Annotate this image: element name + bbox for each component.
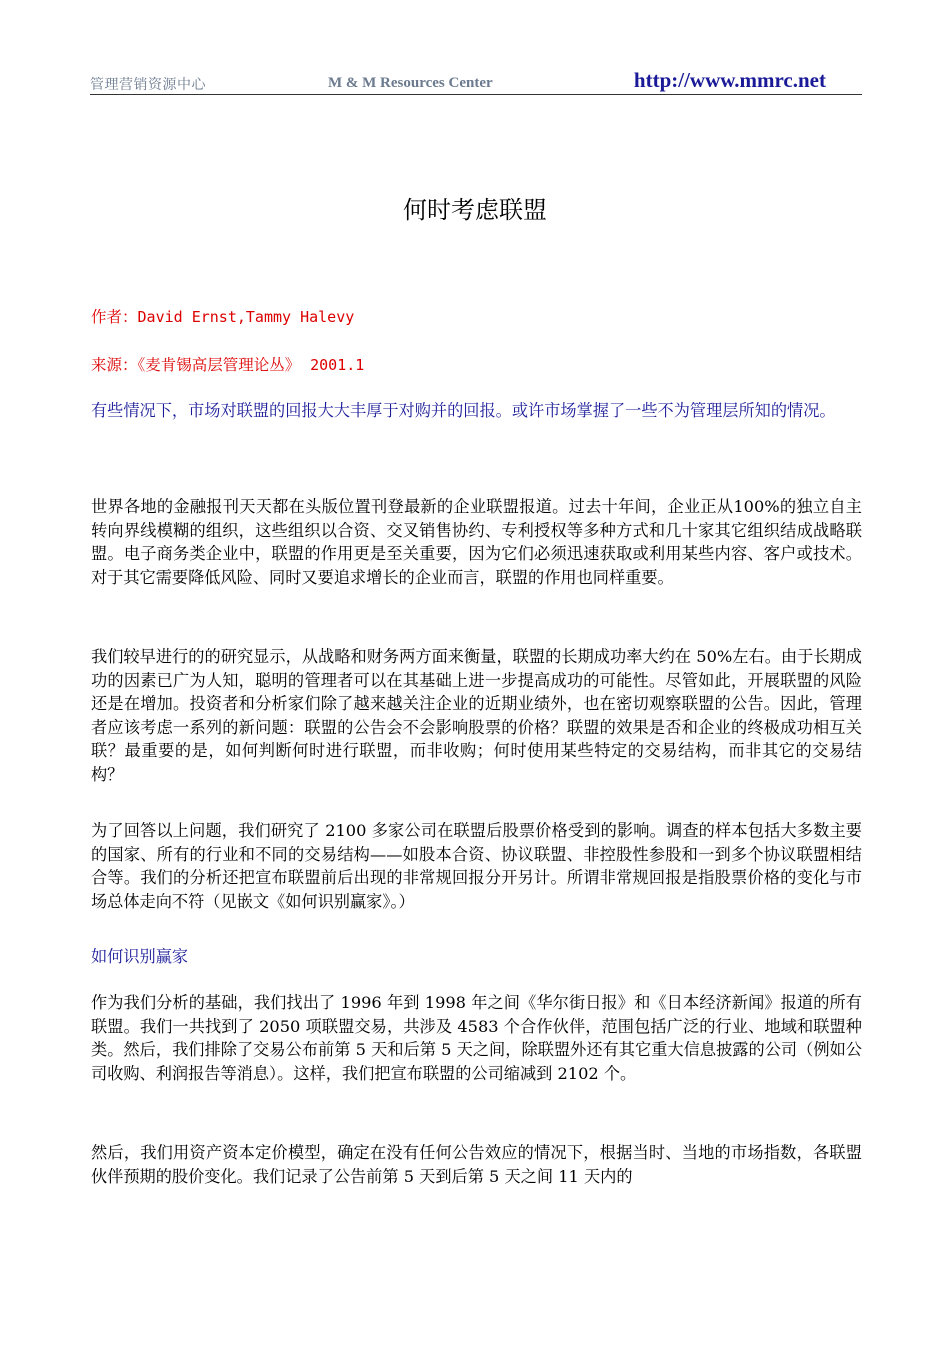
body-paragraph-1: 世界各地的金融报刊天天都在头版位置刊登最新的企业联盟报道。过去十年间，企业正从100%的独立自主转向界线模糊的组织，这些组织以合资、交叉销售协约、专利授权等多种方式和几十家其它组织结成战略联盟。电子商务类企业中，联盟的作用更是至关重要，因为它们必须迅速获取或利用某些内容、客户或技术。对于其它需要降低风险、同时又要追求增长的企业而言，联盟的作用也同样重要。 — [91, 497, 862, 587]
header-org-cn: 管理营销资源中心 — [90, 77, 206, 93]
header-org-en: M & M Resources Center — [328, 75, 493, 91]
body-paragraph-2: 我们较早进行的的研究显示，从战略和财务两方面来衡量，联盟的长期成功率大约在 50%左右。由于长期成功的因素已广为人知，聪明的管理者可以在其基础上进一步提高成功的可能性。尽管如此，开展联盟的风险还是在增加。投资者和分析家们除了越来越关注企业的近期业绩外，也在密切观察联盟的公告。因此，管理者应该考虑一系列的新问题：联盟的公告会不会影响股票的价格？联盟的效果是否和企业的终极成功相互关联？最重要的是，如何判断何时进行联盟，而非收购；何时使用某些特定的交易结构，而非其它的交易结构？ — [91, 647, 862, 784]
abstract-paragraph: 有些情况下，市场对联盟的回报大大丰厚于对购并的回报。或许市场掌握了一些不为管理层所知的情况。 — [91, 401, 836, 420]
source-line — [91, 353, 364, 375]
header-url-link[interactable]: http://www.mmrc.net — [633, 68, 826, 92]
source-value: 2001.1 — [310, 356, 365, 374]
section-subheading: 如何识别赢家 — [91, 947, 189, 966]
author-line — [91, 305, 354, 327]
author-label: 作者： — [91, 308, 138, 326]
body-paragraph-3: 为了回答以上问题，我们研究了 2100 多家公司在联盟后股票价格受到的影响。调查的样本包括大多数主要的国家、所有的行业和不同的交易结构——如股本合资、协议联盟、非控股性参股和一到多个协议联盟相结合等。我们的分析还把宣布联盟前后出现的非常规回报分开另计。所谓非常规回报是指股票价格的变化与市场总体走向不符（见嵌文《如何识别赢家》。） — [91, 821, 862, 911]
source-label: 来源：《麦肯锡高层管理论丛》 — [91, 356, 301, 374]
page-header — [90, 68, 862, 95]
body-paragraph-4: 作为我们分析的基础，我们找出了 1996 年到 1998 年之间《华尔街日报》和《日本经济新闻》报道的所有联盟。我们一共找到了 2050 项联盟交易，共涉及 4583 个合作伙伴，范围包括广泛的行业、地域和联盟种类。然后，我们排除了交易公布前第 5 天和后第 5 天之间，除联盟外还有其它重大信息披露的公司（例如公司收购、利润报告等消息）。这样，我们把宣布联盟的公司缩减到 2102 个。 — [91, 993, 862, 1083]
article-title: 何时考虑联盟 — [403, 196, 547, 224]
author-value: David Ernst,Tammy Halevy — [137, 308, 355, 326]
body-paragraph-5: 然后，我们用资产资本定价模型，确定在没有任何公告效应的情况下，根据当时、当地的市场指数，各联盟伙伴预期的股价变化。我们记录了公告前第 5 天到后第 5 天之间 11 天内的 — [91, 1143, 862, 1186]
